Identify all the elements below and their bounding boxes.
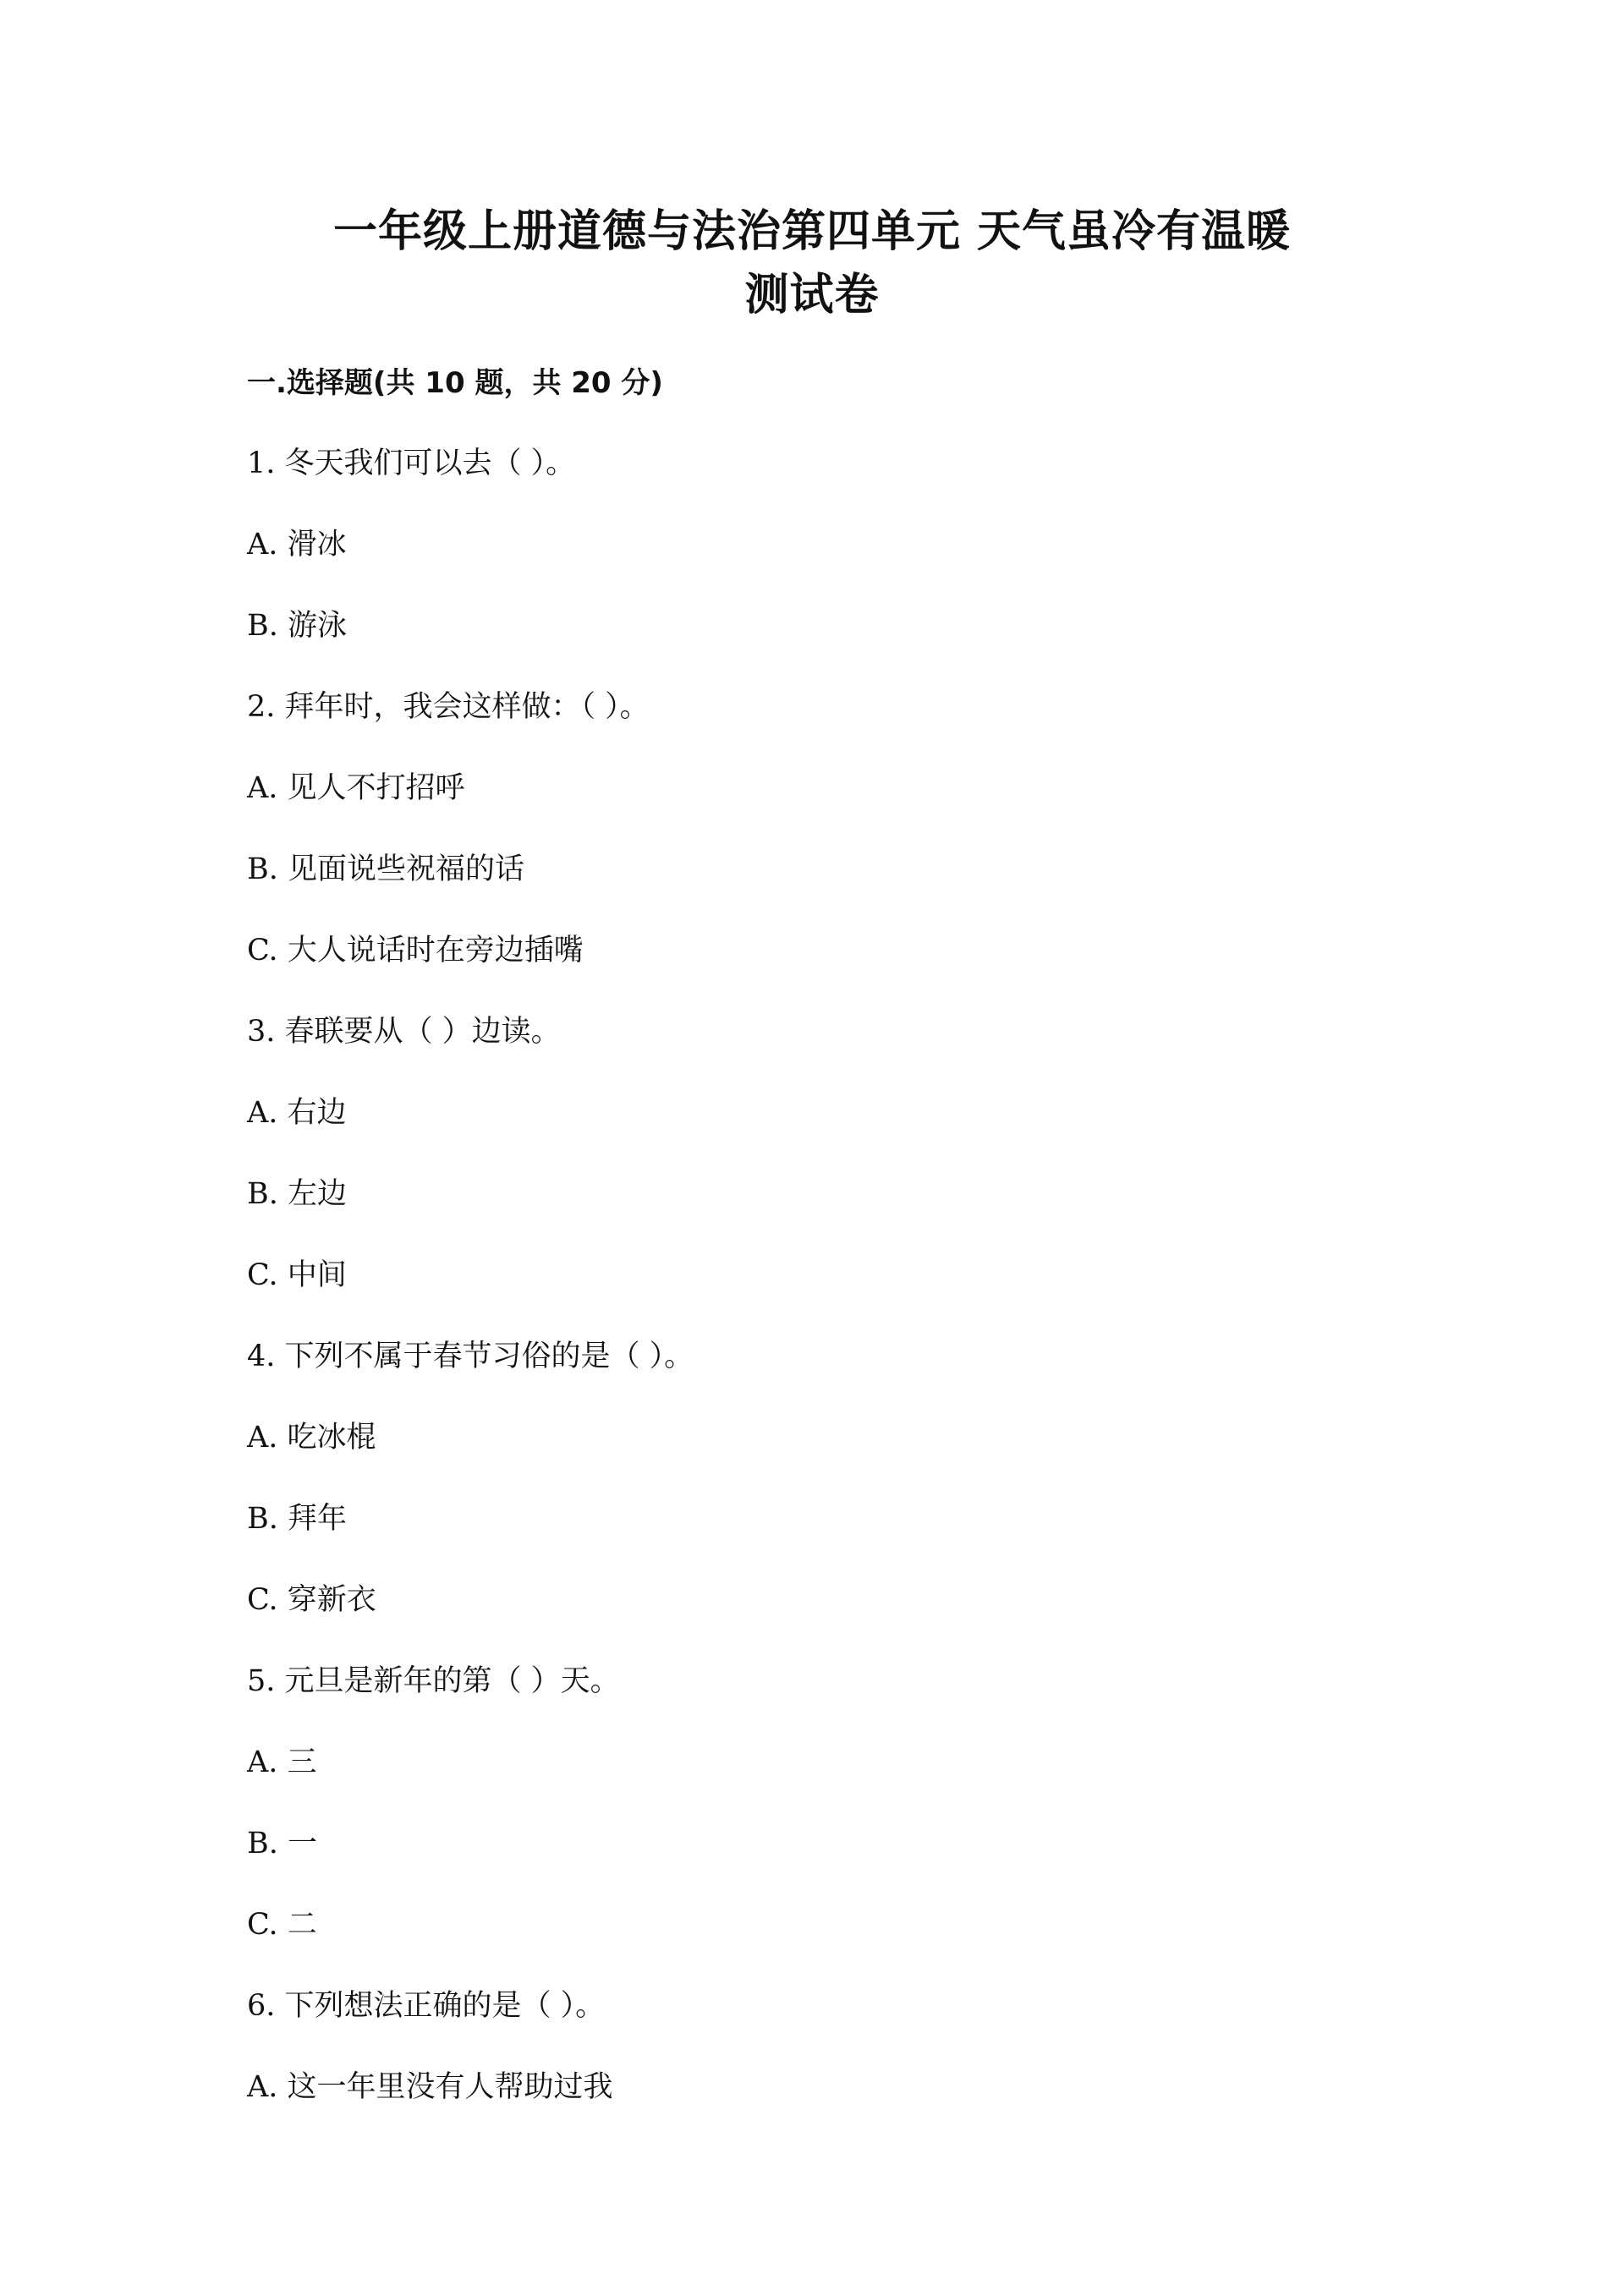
question-5-stem: 5. 元旦是新年的第（ ）天。 <box>247 1664 620 1698</box>
question-5-option-a: A. 三 <box>247 1745 317 1779</box>
question-1-option-b: B. 游泳 <box>247 609 347 643</box>
question-4-option-a: A. 吃冰棍 <box>247 1421 376 1455</box>
question-3-option-c: C. 中间 <box>247 1258 347 1292</box>
question-4-option-b: B. 拜年 <box>247 1502 347 1536</box>
question-6-option-a: A. 这一年里没有人帮助过我 <box>247 2070 613 2104</box>
question-2-option-a: A. 见人不打招呼 <box>247 771 465 805</box>
question-2-option-b: B. 见面说些祝福的话 <box>247 852 524 886</box>
question-4-option-c: C. 穿新衣 <box>247 1583 376 1617</box>
question-list <box>247 447 1431 2151</box>
page-subtitle: 测试卷 <box>744 269 880 321</box>
page-title: 一年级上册道德与法治第四单元 天气虽冷有温暖 <box>332 205 1292 257</box>
question-5-option-b: B. 一 <box>247 1827 317 1860</box>
question-4-stem: 4. 下列不属于春节习俗的是（ ）。 <box>247 1340 694 1373</box>
question-1-stem: 1. 冬天我们可以去（ ）。 <box>247 447 576 480</box>
question-1-option-a: A. 滑冰 <box>247 528 347 562</box>
question-2-option-c: C. 大人说话时在旁边插嘴 <box>247 934 584 967</box>
question-3-stem: 3. 春联要从（ ）边读。 <box>247 1015 561 1049</box>
question-5-option-c: C. 二 <box>247 1908 317 1942</box>
question-6-stem: 6. 下列想法正确的是（ ）。 <box>247 1989 606 2023</box>
question-3-option-a: A. 右边 <box>247 1096 347 1130</box>
section-heading: 一.选择题(共 10 题，共 20 分) <box>247 366 663 400</box>
question-2-stem: 2. 拜年时，我会这样做：（ ）。 <box>247 690 650 724</box>
question-3-option-b: B. 左边 <box>247 1177 347 1211</box>
